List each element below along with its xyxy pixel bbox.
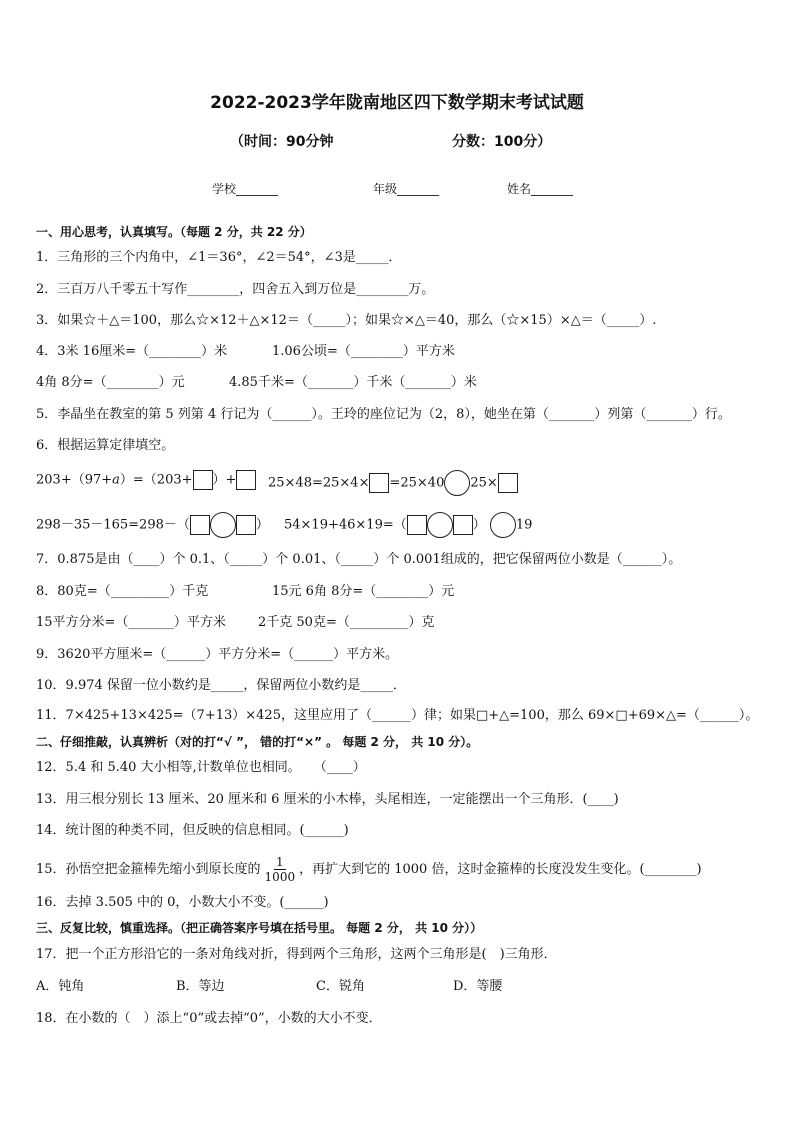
name-field[interactable]: 姓名_______ [507,182,574,196]
question-18: 18．在小数的（ ）添上“0”或去掉“0”，小数的大小不变． [36,1011,382,1026]
answer-circle[interactable] [490,512,516,538]
question-7: 7．0.875是由（____）个 0.1、（_____）个 0.01、（_____）个 0.001组成的，把它保留两位小数是（______）。 [36,552,682,567]
answer-box[interactable] [190,515,210,535]
question-4a: 4．3米 16厘米=（________）米 [36,344,228,359]
option-b[interactable]: B．等边 [176,979,225,994]
section2-heading: 二、仔细推敲，认真辨析（对的打“√ ”， 错的打“×” 。 每题 2 分， 共 10 分）。 [36,735,479,749]
question-6c: 298－35－165=298－（ ） [36,512,269,538]
question-3: 3．如果☆＋△＝100，那么☆×12＋△×12＝（_____）；如果☆×△＝40，那么（☆×15）×△＝（_____）. [36,313,657,328]
section1-heading: 一、用心思考，认真填写。（每题 2 分，共 22 分） [36,225,312,239]
question-13: 13．用三根分别长 13 厘米、20 厘米和 6 厘米的小木棒，头尾相连，一定能摆出一个三角形．(____) [36,792,619,807]
section3-heading: 三、反复比较，慎重选择。（把正确答案序号填在括号里。 每题 2 分， 共 10 分）） [36,921,483,935]
page-title: 2022-2023学年陇南地区四下数学期末考试试题 [210,93,584,113]
question-8b: 15元 6角 8分=（________）元 [272,584,455,599]
answer-circle[interactable] [210,512,236,538]
question-4c: 4角 8分=（________）元 [36,375,185,390]
question-14: 14．统计图的种类不同，但反映的信息相同。(______) [36,823,349,838]
exam-score: 分数：100分） [452,134,552,150]
question-4d: 4.85千米=（_______）千米（_______）米 [229,375,477,390]
question-8a: 8．80克=（_________）千克 [36,584,209,599]
answer-box[interactable] [236,515,256,535]
fraction: $\frac{1}{1000}$ [264,855,296,884]
answer-box[interactable] [193,470,213,490]
option-c[interactable]: C．锐角 [316,979,365,994]
answer-box[interactable] [369,473,389,493]
question-5: 5．李晶坐在教室的第 5 列第 4 行记为（______）。王玲的座位记为（2，8），她坐在第（_______）列第（_______）行。 [36,407,731,422]
question-17: 17．把一个正方形沿它的一条对角线对折，得到两个三角形，这两个三角形是( )三角形． [36,947,557,962]
answer-box[interactable] [453,515,473,535]
answer-box[interactable] [236,470,256,490]
question-12: 12．5.4 和 5.40 大小相等,计数单位也相同。 （____） [36,760,366,775]
question-8d: 2千克 50克=（_________）克 [258,615,435,630]
question-6b: 25×48=25×4× =25×40 25× [268,470,518,496]
answer-box[interactable] [498,473,518,493]
answer-circle[interactable] [444,470,470,496]
question-4b: 1.06公顷=（________）平方米 [272,344,455,359]
question-16: 16．去掉 3.505 中的 0，小数大小不变。(______) [36,895,329,910]
option-a[interactable]: A．钝角 [36,979,85,994]
question-1: 1．三角形的三个内角中，∠1＝36°，∠2＝54°，∠3是_____． [36,250,402,265]
question-6: 6．根据运算定律填空。 [36,438,175,453]
question-6a: 203+（97+a）=（203+ ）+ [36,470,256,490]
answer-circle[interactable] [427,512,453,538]
question-8c: 15平方分米=（_______）平方米 [36,615,226,630]
answer-box[interactable] [407,515,427,535]
question-15: 15．孙悟空把金箍棒先缩小到原长度的 $\frac{1}{1000}$ ，再扩大到它的 1000 倍，这时金箍棒的长度没发生变化。(________) [36,855,702,884]
question-11: 11．7×425+13×425=（7+13）×425，这里应用了（______）律；如果□+△=100，那么 69×□+69×△=（______）。 [36,708,759,723]
question-6d: 54×19+46×19=（ ） 19 [284,512,532,538]
question-10: 10．9.974 保留一位小数约是_____，保留两位小数约是_____． [36,678,406,693]
exam-time: （时间：90分钟 [230,134,334,150]
option-d[interactable]: D．等腰 [453,979,503,994]
question-2: 2．三百万八千零五十写作________，四舍五入到万位是________万。 [36,282,435,297]
school-field[interactable]: 学校_______ [212,182,279,196]
question-9: 9．3620平方厘米=（______）平方分米=（______）平方米。 [36,647,399,662]
grade-field[interactable]: 年级_______ [373,182,440,196]
